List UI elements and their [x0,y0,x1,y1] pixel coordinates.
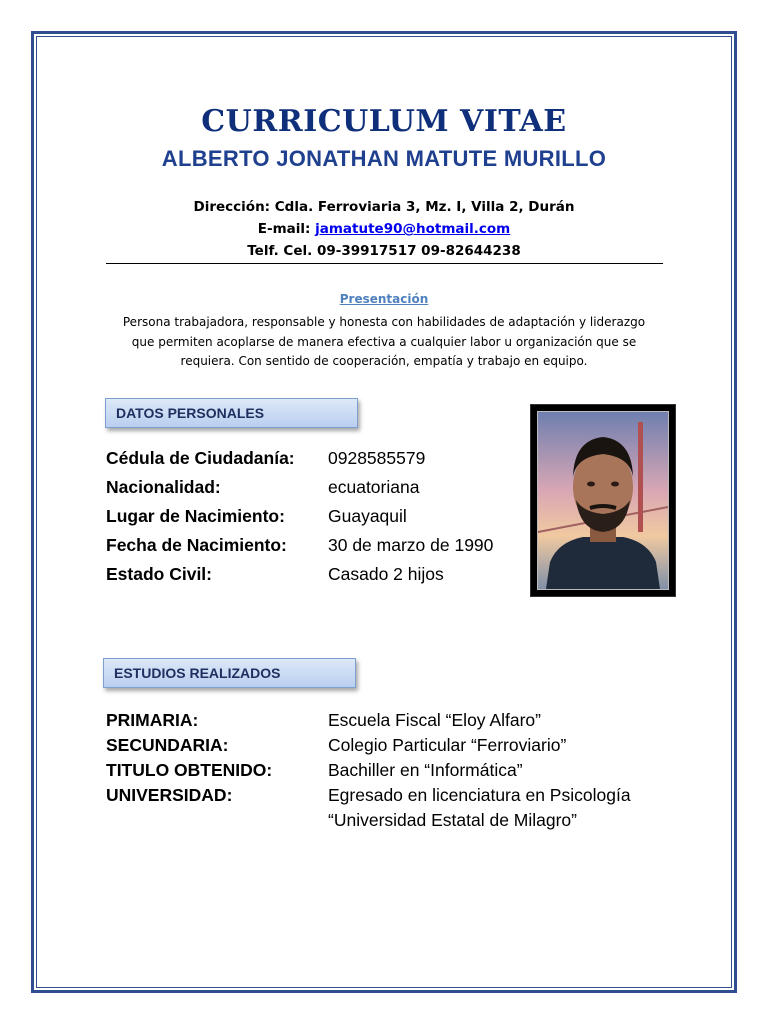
presentation-line: que permiten acoplarse de manera efectiva a cualquier labor u organización que se [131,334,637,349]
field-label: Estado Civil: [106,564,212,584]
field-label: Fecha de Nacimiento: [106,535,287,555]
presentation-text [110,313,658,372]
field-label: UNIVERSIDAD: [106,785,233,805]
presentation-line: requiera. Con sentido de cooperación, empatía y trabajo en equipo. [180,354,588,368]
email-line [0,221,768,237]
field-label: Nacionalidad: [106,477,221,497]
field-label: PRIMARIA: [106,710,199,730]
field-value: Bachiller en “Informática” [328,760,523,780]
field-value: Casado 2 hijos [328,564,444,584]
field-value: Egresado en licenciatura en Psicología [328,785,631,805]
profile-photo-frame [530,404,676,597]
address-line: Dirección: Cdla. Ferroviaria 3, Mz. I, Villa 2, Durán [193,199,575,215]
personal-data-heading: DATOS PERSONALES [105,398,358,428]
profile-photo-illustration [538,412,668,589]
profile-photo [537,411,669,590]
field-value: Escuela Fiscal “Eloy Alfaro” [328,710,541,730]
presentation-heading: Presentación [339,292,429,306]
presentation-line: Persona trabajadora, responsable y honesta con habilidades de adaptación y liderazgo [122,315,646,329]
field-label: SECUNDARIA: [106,735,229,755]
field-value: ecuatoriana [328,477,420,497]
field-label: Lugar de Nacimiento: [106,506,285,526]
field-value: Colegio Particular “Ferroviario” [328,735,567,755]
phone-line: Telf. Cel. 09-39917517 09-82644238 [247,243,521,259]
field-label: TITULO OBTENIDO: [106,760,273,780]
field-value: 0928585579 [328,448,426,468]
candidate-name: ALBERTO JONATHAN MATUTE MURILLO [161,146,607,171]
field-value: “Universidad Estatal de Milagro” [328,810,577,830]
field-value: Guayaquil [328,506,407,526]
header-divider [106,263,663,264]
email-link[interactable]: jamatute90@hotmail.com [315,221,511,237]
studies-heading: ESTUDIOS REALIZADOS [103,658,356,688]
document-title: CURRICULUM VITAE [201,104,567,139]
field-label: Cédula de Ciudadanía: [106,448,295,468]
email-label: E-mail: [257,221,316,237]
field-value: 30 de marzo de 1990 [328,535,494,555]
